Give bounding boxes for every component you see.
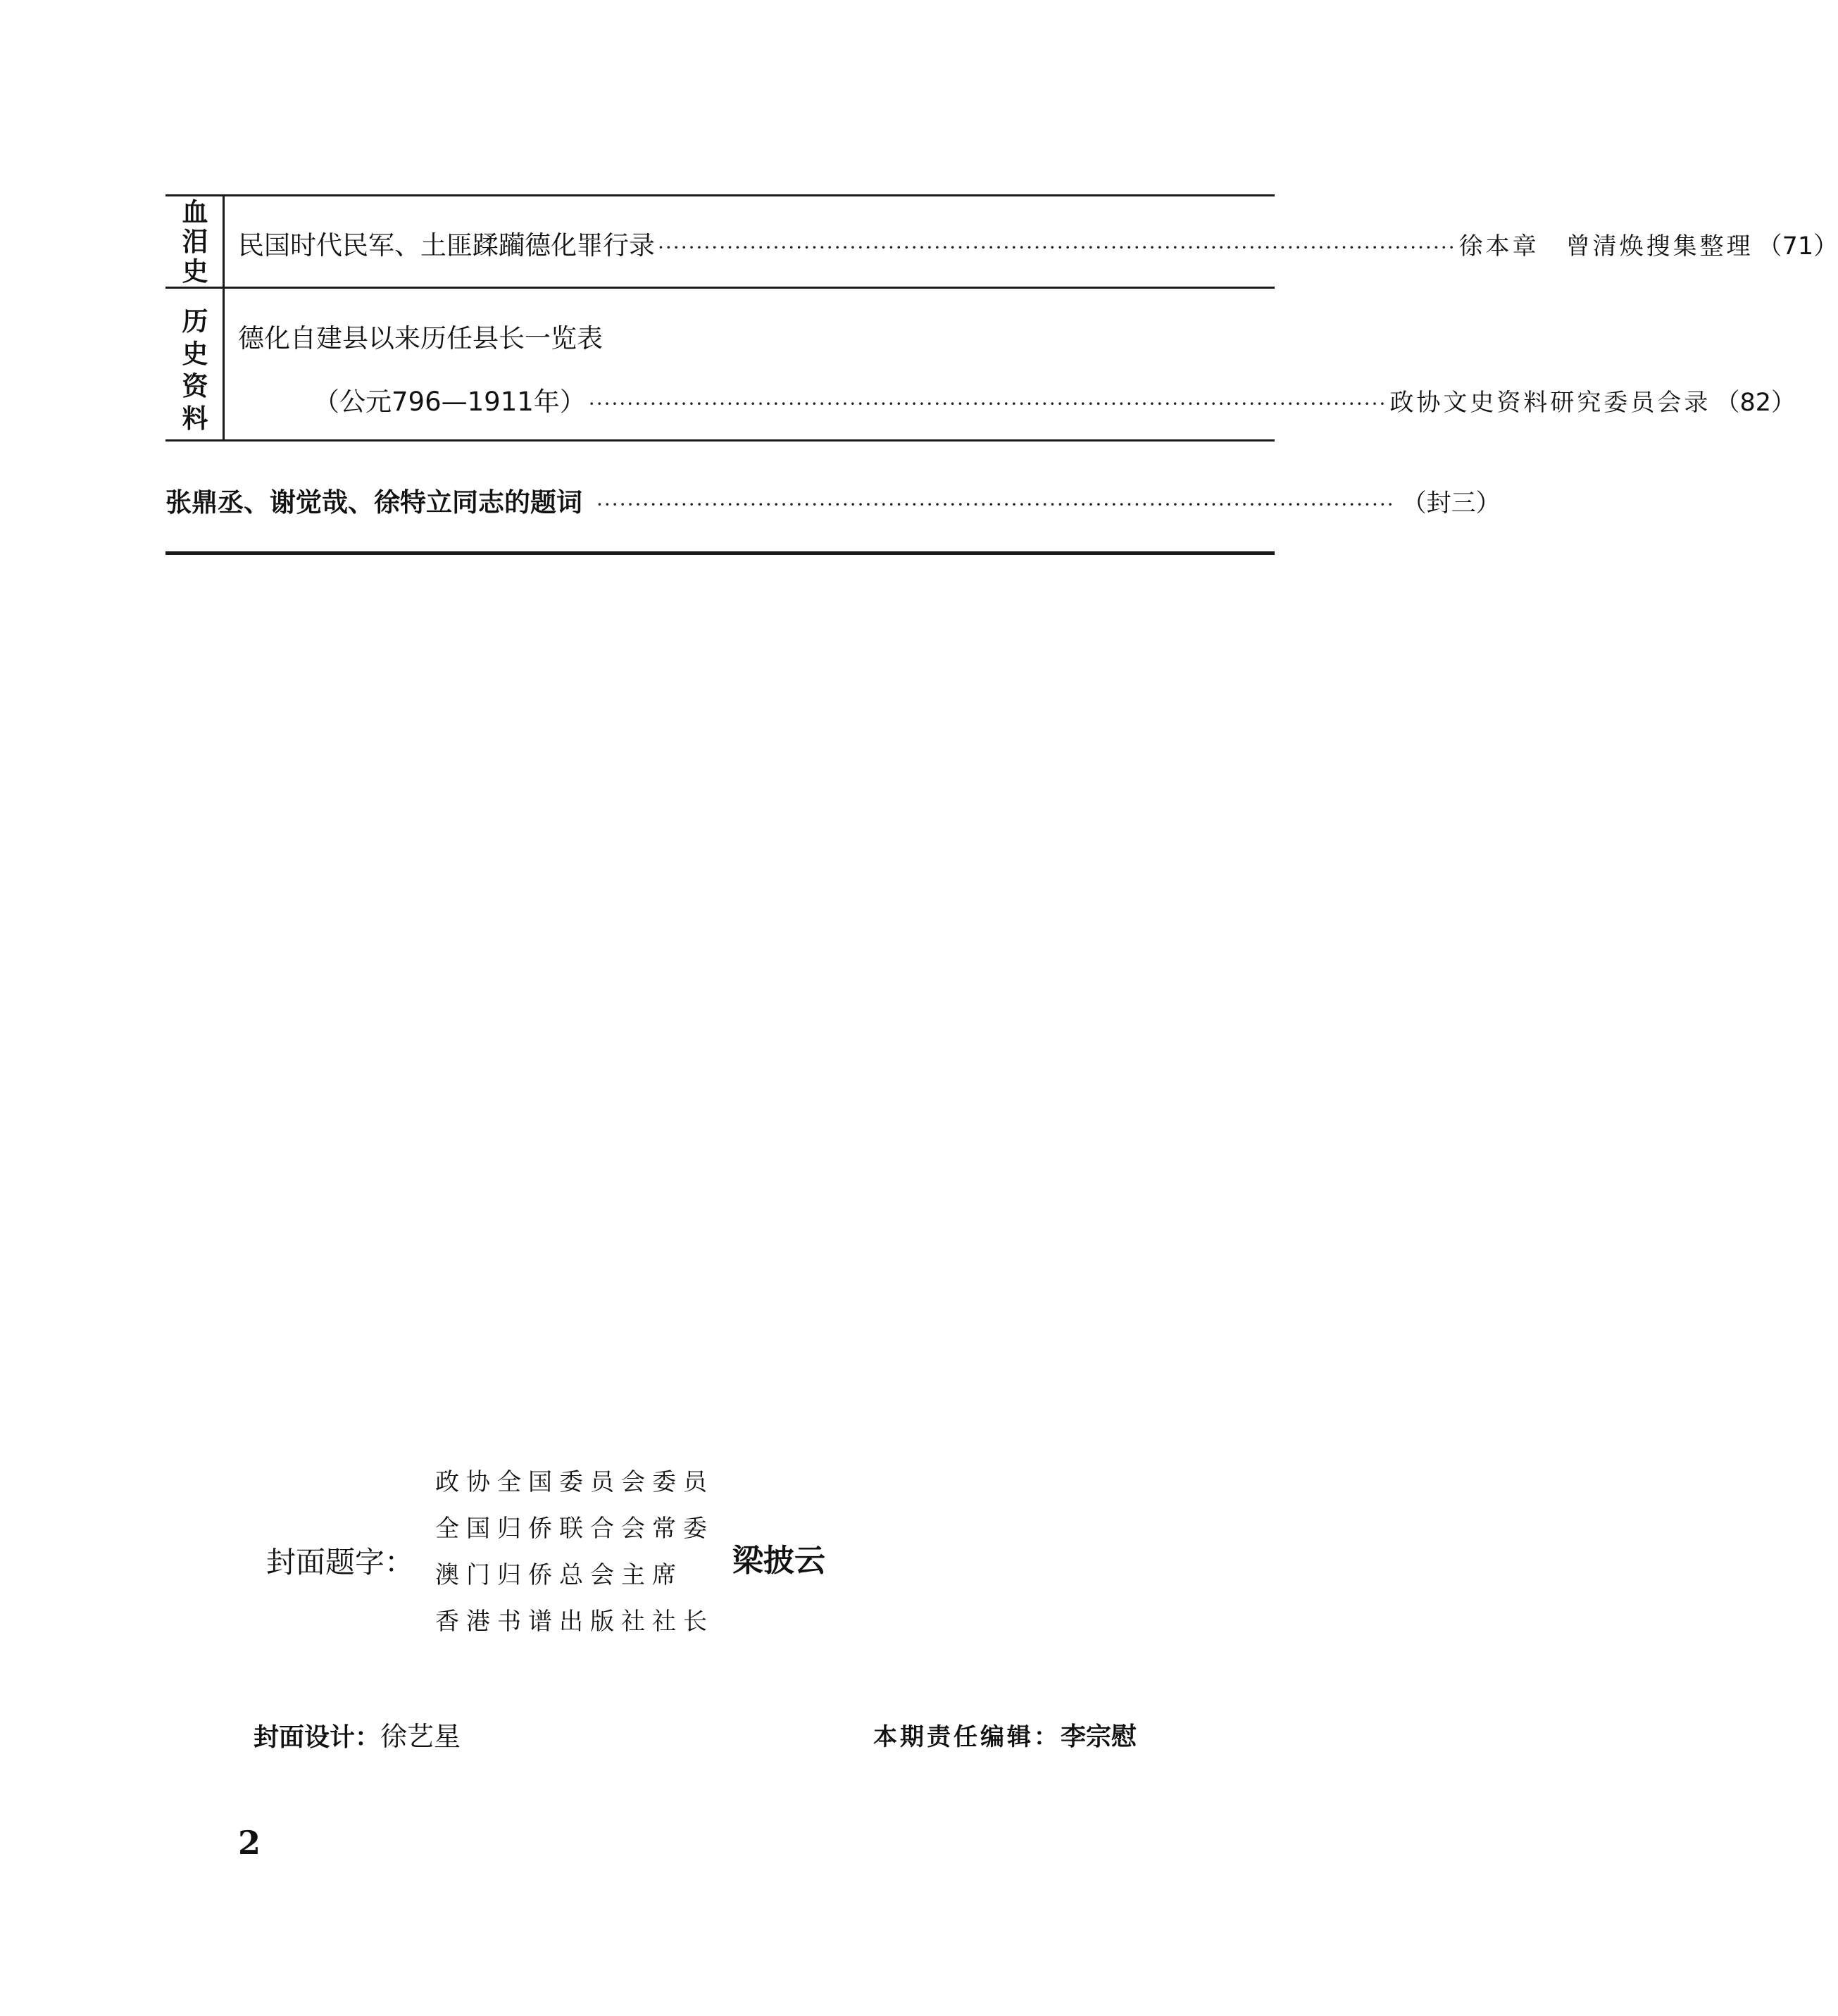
toc-entry-title[interactable]: 德化自建县以来历任县长一览表 — [238, 323, 603, 353]
page-number: 2 — [238, 1824, 261, 1862]
toc-entry-page: （封三） — [1401, 489, 1501, 518]
leader-dots: ········································································································ — [596, 493, 1395, 516]
calligrapher-role: 澳门归侨总会主席 — [435, 1561, 683, 1589]
section-label-char: 历 — [182, 306, 208, 337]
calligrapher-name: 梁披云 — [732, 1543, 825, 1579]
editor-credit — [873, 1717, 1137, 1753]
toc-entry-subtitle: （公元796—1911年） — [313, 387, 586, 417]
cover-designer-name: 徐艺星 — [380, 1721, 461, 1752]
section-label-char: 料 — [182, 403, 208, 434]
toc-entry-title: 张鼎丞、谢觉哉、徐特立同志的题词 — [165, 487, 582, 518]
toc-entry-page: （82） — [1715, 389, 1796, 417]
section-divider-rule — [165, 439, 1275, 442]
leader-dots: ········································································································ — [588, 392, 1387, 415]
calligrapher-role: 政协全国委员会委员 — [435, 1468, 714, 1496]
section-label-char: 史 — [182, 256, 208, 287]
toc-entry[interactable] — [313, 380, 1796, 418]
calligrapher-role: 香港书谱出版社社长 — [435, 1608, 714, 1636]
toc-entry[interactable] — [238, 224, 1838, 262]
cover-design-label: 封面设计： — [254, 1723, 381, 1752]
cover-title-label: 封面题字： — [266, 1545, 415, 1579]
section-label-char: 血 — [182, 197, 208, 227]
leader-dots: ········································································································ — [658, 236, 1456, 259]
toc-entry-author: 政协文史资料研究委员会录 — [1389, 389, 1711, 417]
section-label-rule — [223, 289, 225, 439]
section-label-char: 史 — [182, 339, 208, 369]
toc-entry-standalone[interactable] — [165, 481, 1501, 519]
cover-design-credit — [254, 1715, 461, 1753]
toc-entry-title: 民国时代民军、土匪蹂躏德化罪行录 — [238, 230, 655, 261]
section-divider-rule — [165, 287, 1275, 289]
toc-top-rule — [165, 194, 1275, 196]
section-label-rule — [223, 196, 225, 287]
section-label-char: 泪 — [182, 227, 208, 257]
editor-name: 李宗慰 — [1061, 1722, 1137, 1751]
calligrapher-role: 全国归侨联合会常委 — [435, 1515, 714, 1543]
section-label-char: 资 — [182, 371, 208, 401]
toc-bottom-rule — [165, 551, 1275, 555]
editor-label: 本期责任编辑： — [873, 1723, 1061, 1751]
toc-entry-page: （71） — [1757, 232, 1838, 261]
toc-entry-author: 徐本章 曾清焕搜集整理 — [1458, 232, 1753, 261]
